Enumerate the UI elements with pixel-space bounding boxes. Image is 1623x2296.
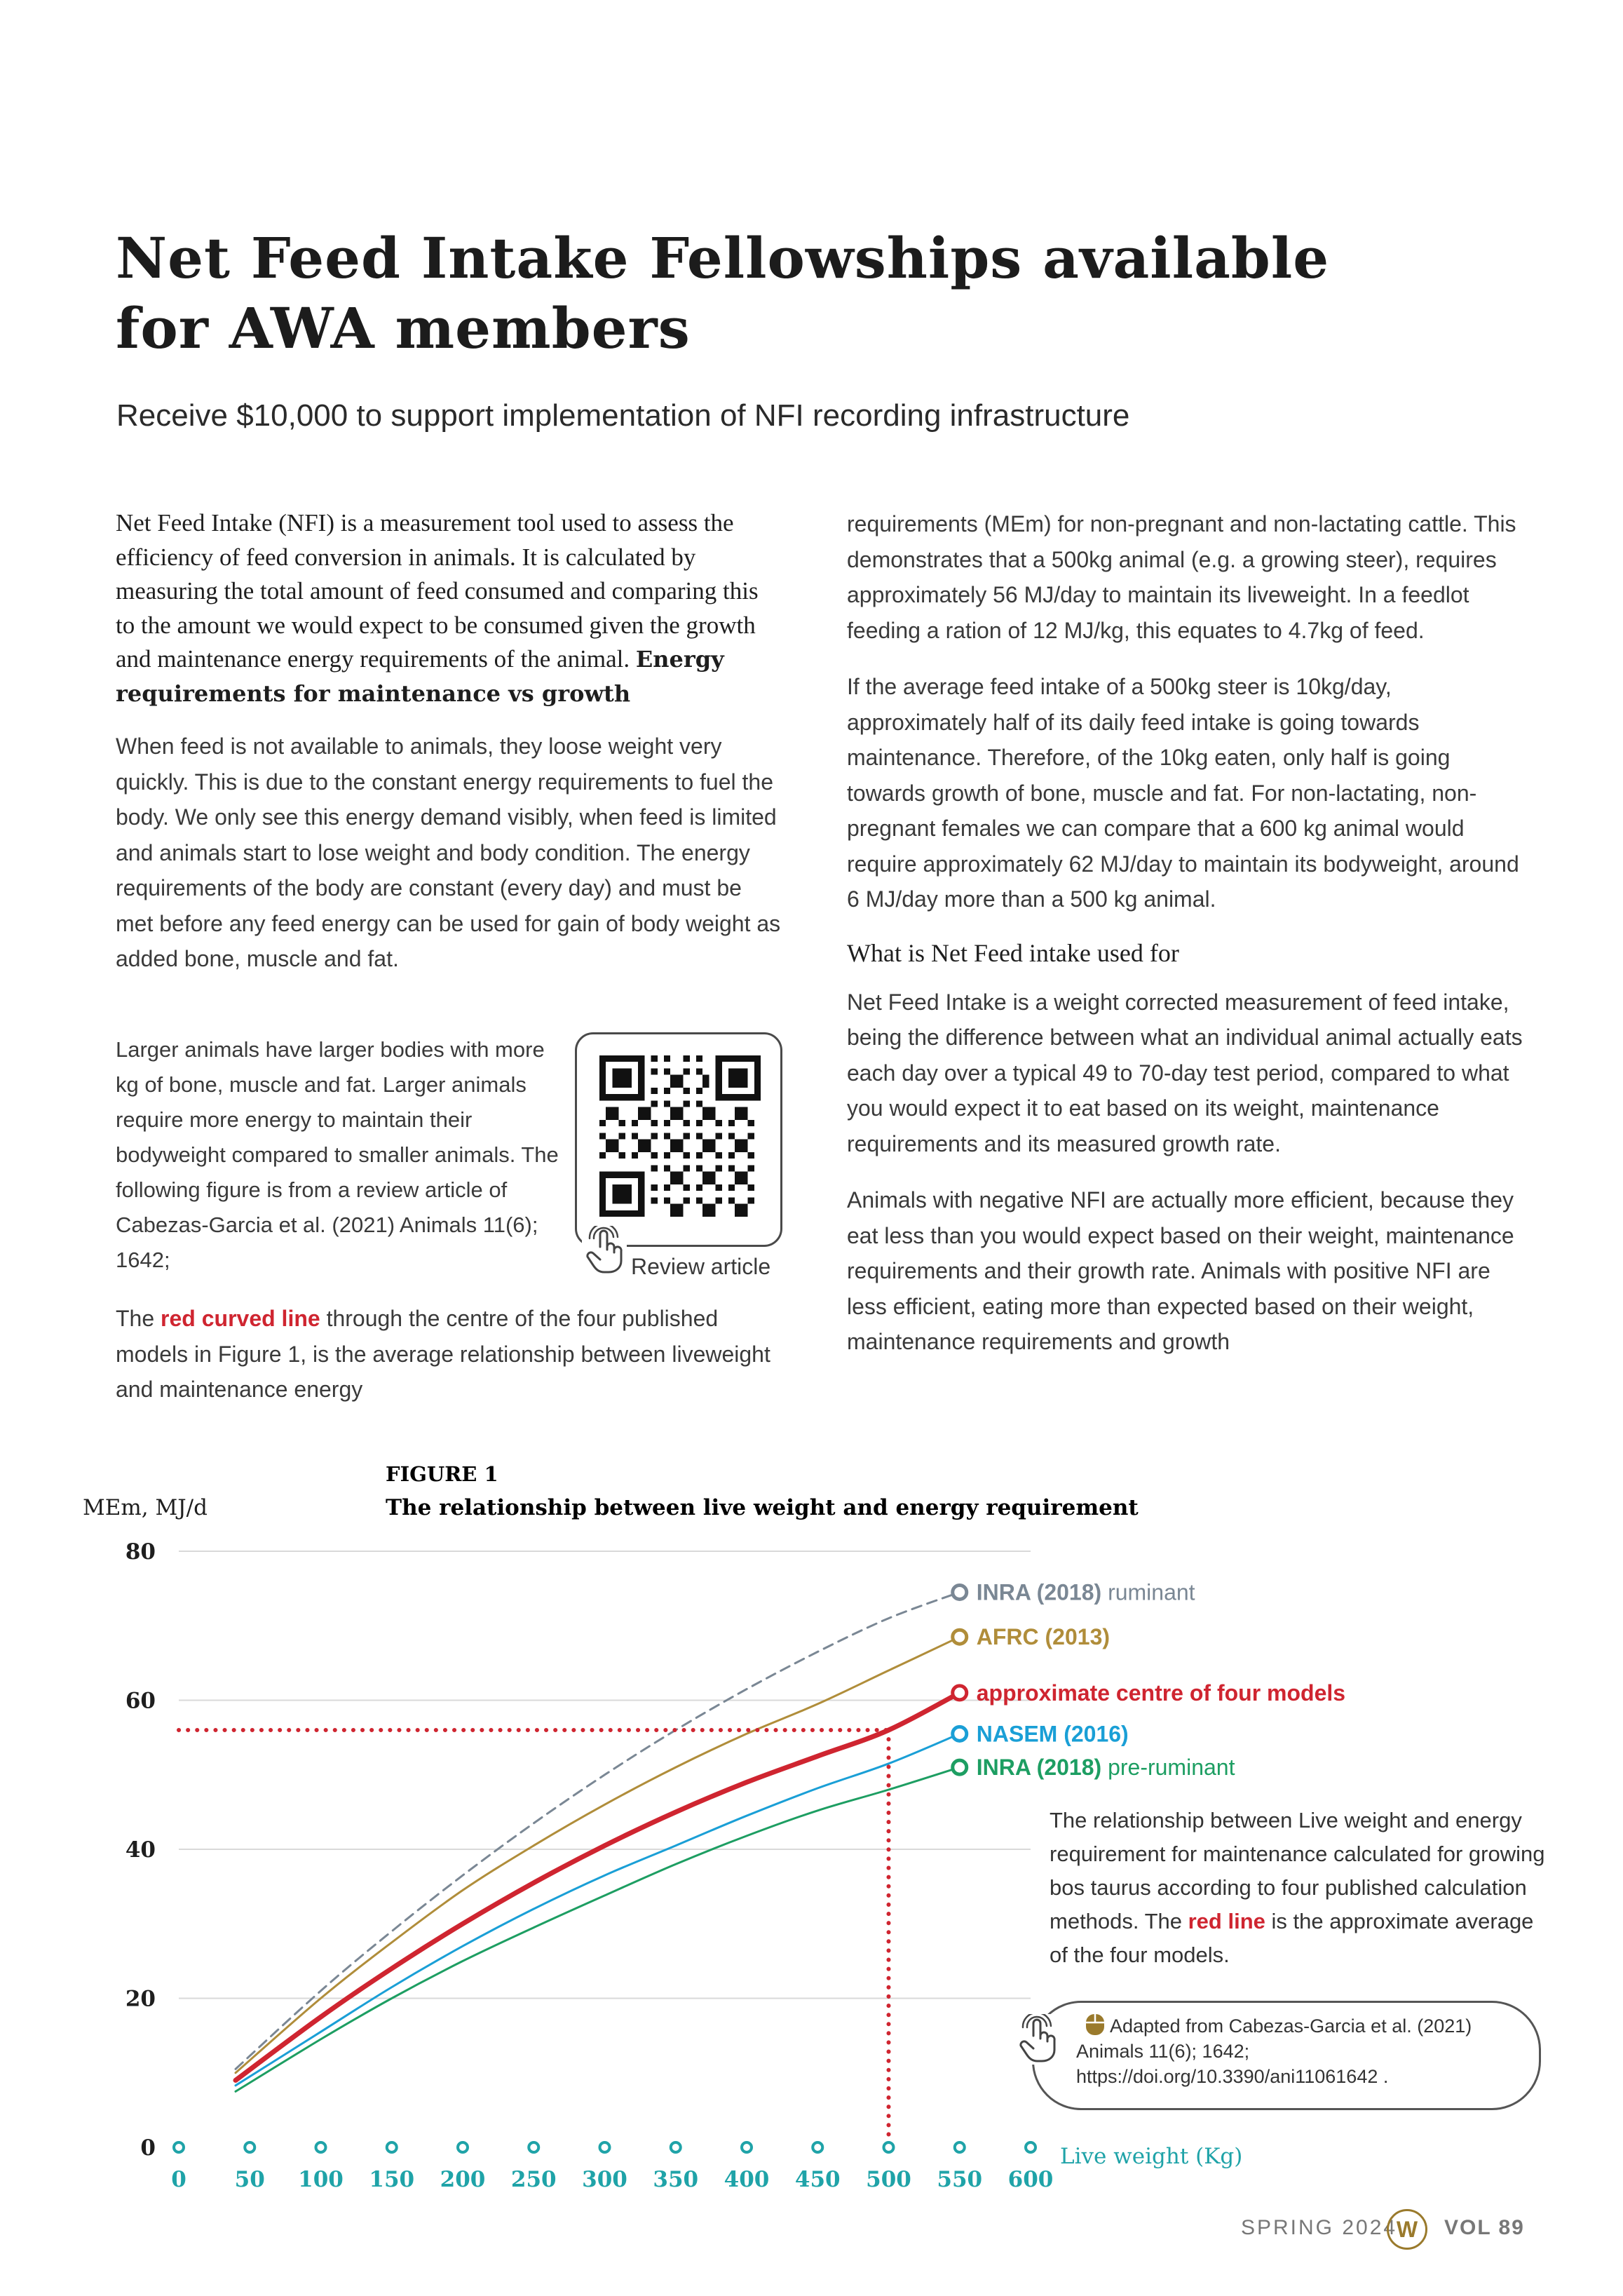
chart-series (236, 1592, 960, 2091)
series-end-marker-4 (953, 1760, 967, 1774)
x-tick-label-0: 0 (171, 2167, 186, 2192)
x-tick-marker-0 (174, 2142, 184, 2152)
caption-pre: The relationship between Live weight and energy requirement for maintenance calculated for growing bos taurus according to four published calculation methods. The (1050, 1808, 1545, 1933)
legend-label-2: approximate centre of four models (976, 1680, 1346, 1706)
y-tick-label-40: 40 (125, 1837, 156, 1863)
title-line-2: for AWA members (116, 295, 691, 361)
para3-post: through the centre of the four published models in Figure 1, is the average relationship between liveweight and maintenance energy (116, 1306, 770, 1402)
x-tick-label-450: 450 (794, 2167, 841, 2192)
subtitle: Receive $10,000 to support implementation of NFI recording infrastructure (116, 398, 1130, 433)
series-line-3 (236, 1734, 960, 2086)
x-tick-marker-350 (671, 2142, 681, 2152)
series-end-marker-3 (953, 1727, 967, 1741)
chart-legend (953, 1579, 1345, 1780)
x-tick-marker-100 (316, 2142, 326, 2152)
x-tick-marker-500 (884, 2142, 894, 2152)
x-tick-label-350: 350 (653, 2167, 699, 2192)
chart-title: The relationship between live weight and energy requirement (386, 1495, 1139, 1520)
x-tick-label-250: 250 (510, 2167, 557, 2192)
section-heading-energy: Energy requirements for maintenance vs growth (116, 646, 724, 707)
legend-label-1: AFRC (2013) (976, 1624, 1111, 1650)
x-tick-marker-300 (600, 2142, 610, 2152)
logo-icon: W (1387, 2209, 1427, 2250)
mouse-icon (1085, 2013, 1106, 2037)
legend-label-4: INRA (2018) pre-ruminant (976, 1755, 1235, 1781)
x-tick-marker-250 (529, 2142, 538, 2152)
y-tick-label-80: 80 (125, 1539, 156, 1565)
y-axis-label: MEm, MJ/d (83, 1495, 208, 1520)
source-citation: Adapted from Cabezas-Garcia et al. (2021) Animals 11(6); 1642; https://doi.org/10.3390/ani11061642 . (1076, 2015, 1472, 2087)
x-tick-marker-200 (458, 2142, 468, 2152)
x-tick-label-50: 50 (234, 2167, 265, 2192)
title-line-1: Net Feed Intake Fellowships available (116, 225, 1330, 291)
paragraph-feed-intake: If the average feed intake of a 500kg steer is 10kg/day, approximately half of its daily feed intake is going towards maintenance. Therefore, of the 10kg eaten, only half is going towards growth of bone, muscle and fat. For non-lactating, non-pregnant females we can compare that a 600 kg animal would require approximately 62 MJ/day to maintain its bodyweight, around 6 MJ/day more than a 500 kg animal. (847, 674, 1519, 912)
series-end-marker-2 (953, 1686, 967, 1700)
x-tick-label-550: 550 (937, 2167, 983, 2192)
x-axis-label: Live weight (Kg) (1060, 2144, 1243, 2169)
x-tick-marker-600 (1026, 2142, 1035, 2152)
y-tick-label-20: 20 (125, 1986, 156, 2012)
para3-pre: The (116, 1306, 161, 1331)
x-tick-label-500: 500 (866, 2167, 911, 2192)
series-end-marker-0 (953, 1585, 967, 1599)
page-title (116, 223, 1448, 363)
footer-volume: VOL 89 (1444, 2216, 1525, 2239)
x-tick-marker-150 (387, 2142, 397, 2152)
x-tick-label-200: 200 (440, 2167, 486, 2192)
x-tick-label-150: 150 (369, 2167, 415, 2192)
x-tick-label-300: 300 (582, 2167, 627, 2192)
intro-paragraph (116, 506, 782, 710)
qr-label[interactable]: Review article (631, 1254, 771, 1279)
intro-text: Net Feed Intake (NFI) is a measurement tool used to assess the efficiency of feed conversion in animals. It is calculated by measuring the total amount of feed consumed and comparing this to the amount we would expect to be consumed given the growth and maintenance energy requirements of the animal. (116, 509, 759, 673)
paragraph-energy-demand: When feed is not available to animals, they loose weight very quickly. This is due to the constant energy requirements to fuel the body. We only see this energy demand visibly, when feed is limited and animals start to lose weight and body condition. The energy requirements of the body are constant (every day) and must be met before any feed energy can be used for gain of body weight as added bone, muscle and fat. (116, 734, 781, 971)
paragraph-nfi-efficiency: Animals with negative NFI are actually more efficient, because they eat less than you would expect based on their weight, maintenance requirements and their growth rate. Animals with positive NFI are less efficient, eating more than expected based on their weight, maintenance requirements and growth (847, 1187, 1514, 1354)
x-tick-label-100: 100 (298, 2167, 344, 2192)
x-tick-marker-400 (742, 2142, 752, 2152)
footer-season: SPRING 2024 (1241, 2216, 1398, 2239)
series-line-4 (236, 1767, 960, 2091)
left-column (116, 506, 782, 998)
tap-hand-icon-2 (1015, 2014, 1060, 2065)
paragraph-red-line (116, 1301, 789, 1407)
legend-label-3: NASEM (2016) (976, 1721, 1129, 1747)
series-end-marker-1 (953, 1630, 967, 1644)
series-line-2 (236, 1693, 960, 2081)
right-column (847, 506, 1534, 1381)
paragraph-larger-animals: Larger animals have larger bodies with more kg of bone, muscle and fat. Larger animals require more energy to maintain their bodyweight compared to smaller animals. The following figure is from a review article of Cabezas-Garcia et al. (2021) Animals 11(6); 1642; (116, 1037, 559, 1272)
source-text[interactable] (1076, 2013, 1525, 2089)
tap-hand-icon (582, 1226, 627, 1275)
x-tick-label-600: 600 (1007, 2167, 1054, 2192)
paragraph-nfi-definition: Net Feed Intake is a weight corrected measurement of feed intake, being the difference between what an individual animal actually eats each day over a typical 49 to 70-day test period, compared to what you would expect it to eat based on its weight, maintenance requirements and its measured growth rate. (847, 989, 1523, 1156)
x-tick-marker-550 (955, 2142, 965, 2152)
caption-red: red line (1188, 1909, 1265, 1933)
x-tick-marker-450 (813, 2142, 822, 2152)
caption-post: is the approximate average of the four models. (1050, 1909, 1534, 1967)
figure-caption (1050, 1804, 1554, 1972)
para3-red: red curved line (161, 1306, 320, 1331)
paragraph-mem: requirements (MEm) for non-pregnant and non-lactating cattle. This demonstrates that a 500kg animal (e.g. a growing steer), requires approximately 56 MJ/day to maintain its liveweight. In a feedlot feeding a ration of 12 MJ/kg, this equates to 4.7kg of feed. (847, 511, 1516, 643)
chart-reference-lines (179, 1730, 889, 2140)
legend-label-0: INRA (2018) ruminant (976, 1579, 1195, 1605)
series-line-1 (236, 1637, 960, 2073)
figure-number: FIGURE 1 (386, 1462, 498, 1486)
y-tick-label-0: 0 (140, 2135, 156, 2161)
x-tick-label-400: 400 (724, 2167, 770, 2192)
x-tick-marker-50 (245, 2142, 254, 2152)
section-heading-nfi-use: What is Net Feed intake used for (847, 938, 1179, 967)
qr-code[interactable] (599, 1055, 761, 1217)
y-tick-label-60: 60 (125, 1688, 156, 1714)
chart-axes (125, 1539, 1054, 2192)
